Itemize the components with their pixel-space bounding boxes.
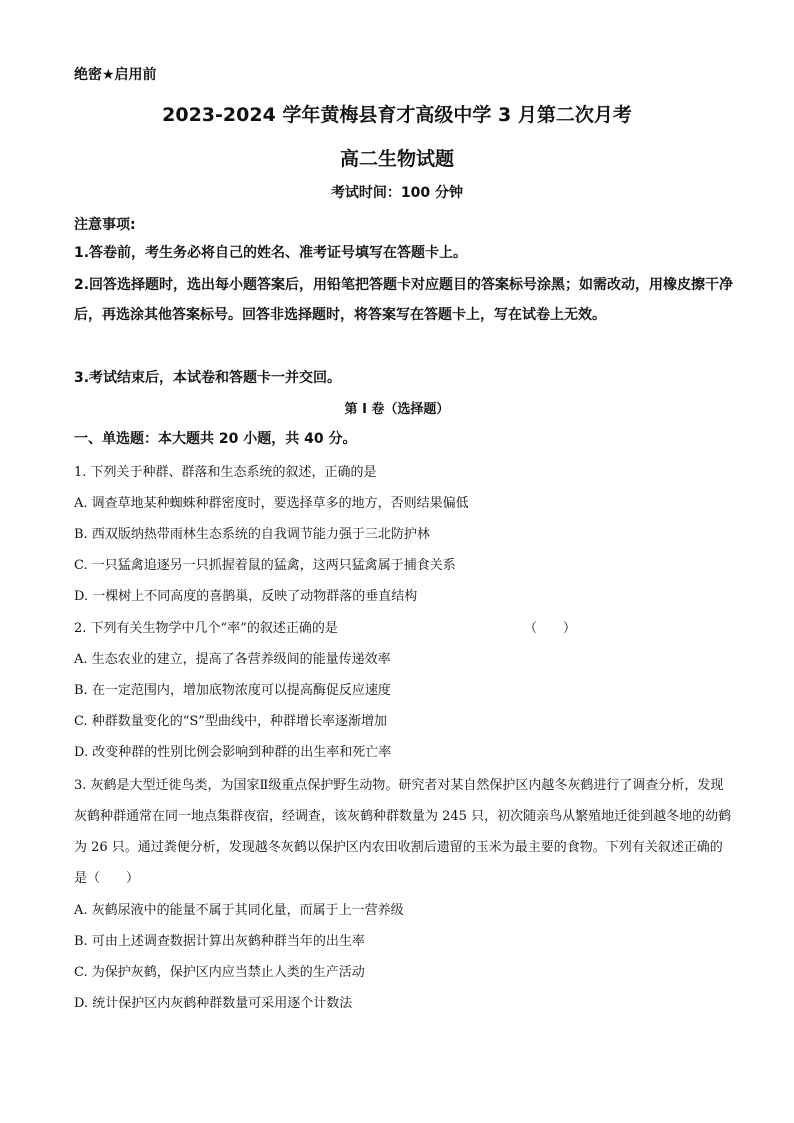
exam-subtitle: 高二生物试题 [339,148,454,170]
question-1-stem: 1. 下列关于种群、群落和生态系统的叙述，正确的是 [74,465,377,480]
question-2-stem: 2. 下列有关生物学中几个“率”的叙述正确的是 [74,621,338,636]
question-2-option-c: C. 种群数量变化的“S”型曲线中，种群增长率逐渐增加 [74,714,387,729]
question-1-option-d: D. 一棵树上不同高度的喜鹊巢，反映了动物群落的垂直结构 [74,589,418,604]
question-3-option-d: D. 统计保护区内灰鹤种群数量可采用逐个计数法 [74,996,353,1011]
question-3-stem: 3. 灰鹤是大型迁徙鸟类，为国家Ⅱ级重点保护野生动物。研究者对某自然保护区内越冬灰鹤进行了调查分析，发现灰鹤种群通常在同一地点集群夜宿，经调查，该灰鹤种群数量为 245 只，初次随亲鸟从繁殖地迁徙到越冬地的幼鹤为 26 只。通过粪便分析，发现越冬灰鹤以保护区内农田收割后遗留的玉米为最主要的食物。下列有关叙述正确的是（ ） [74,778,732,886]
question-3-option-c: C. 为保护灰鹤，保护区内应当禁止人类的生产活动 [74,965,365,980]
secret-label: 绝密★启用前 [74,67,157,83]
note-item-1: 1.答卷前，考生务必将自己的姓名、准考证号填写在答题卡上。 [74,245,468,261]
notes-heading: 注意事项: [74,217,136,233]
question-2-option-a: A. 生态农业的建立，提高了各营养级间的能量传递效率 [74,652,391,667]
question-2-option-b: B. 在一定范围内，增加底物浓度可以提高酶促反应速度 [74,683,391,698]
note-item-3: 3.考试结束后，本试卷和答题卡一并交回。 [74,370,342,386]
question-3-option-a: A. 灰鹤尿液中的能量不属于其同化量，而属于上一营养级 [74,903,404,918]
question-1-option-c: C. 一只猛禽追逐另一只抓握着鼠的猛禽，这两只猛禽属于捕食关系 [74,558,456,573]
exam-title: 2023-2024 学年黄梅县育才高级中学 3 月第二次月考 [162,104,632,126]
question-1-option-b: B. 西双版纳热带雨林生态系统的自我调节能力强于三北防护林 [74,527,430,542]
exam-time: 考试时间：100 分钟 [330,185,464,201]
question-2-row [74,617,734,636]
note-item-2: 2.回答选择题时，选出每小题答案后，用铅笔把答题卡对应题目的答案标号涂黑；如需改动，用橡皮擦干净后，再选涂其他答案标号。回答非选择题时，将答案写在答题卡上，写在试卷上无效。 [74,277,734,323]
answer-bracket: （ ） [524,621,577,636]
section-heading: 一、单选题：本大题共 20 小题，共 40 分。 [74,431,357,447]
question-1-option-a: A. 调查草地某种蜘蛛种群密度时，要选择草多的地方，否则结果偏低 [74,496,469,511]
question-2-option-d: D. 改变种群的性别比例会影响到种群的出生率和死亡率 [74,745,392,760]
question-3-option-b: B. 可由上述调查数据计算出灰鹤种群当年的出生率 [74,934,365,949]
part-title: 第 I 卷（选择题） [344,402,450,417]
